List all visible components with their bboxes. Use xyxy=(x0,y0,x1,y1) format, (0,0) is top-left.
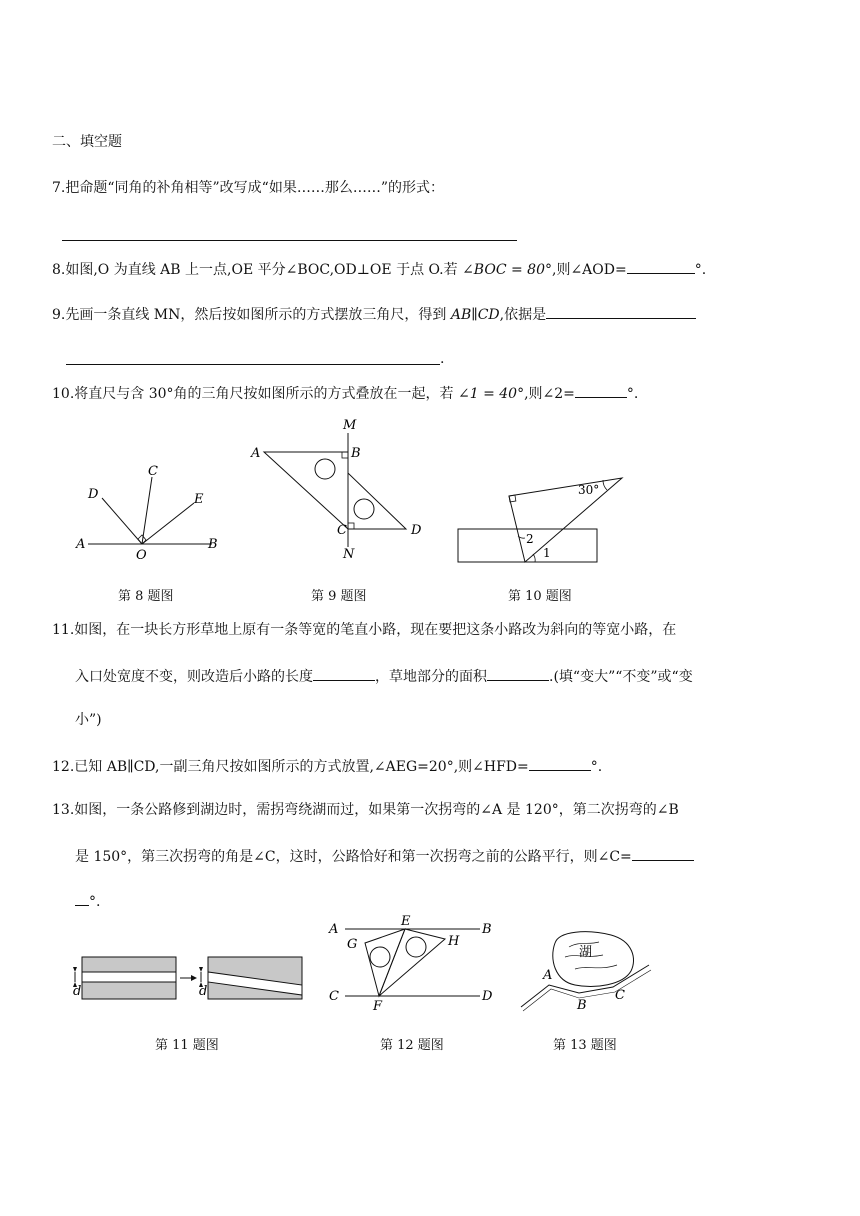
label-B: B xyxy=(351,446,361,461)
label-M: M xyxy=(343,418,357,433)
figure-11 xyxy=(68,950,308,1010)
label-D: D xyxy=(411,523,422,538)
right-angle-mark-c xyxy=(348,523,354,529)
answer-blank-13b[interactable] xyxy=(75,891,89,906)
label-D: D xyxy=(482,989,493,1004)
label-E: E xyxy=(194,492,204,507)
angle-30-arc xyxy=(603,480,607,490)
label-1: 1 xyxy=(543,546,551,560)
caption-12: 第 12 题图 xyxy=(380,1038,444,1053)
ray-oc xyxy=(142,477,152,544)
caption-11: 第 11 题图 xyxy=(155,1038,219,1053)
question-13-line-3 xyxy=(75,891,100,911)
label-N: N xyxy=(343,547,355,562)
caption-9: 第 9 题图 xyxy=(311,589,367,604)
triangle-right-hole xyxy=(406,937,426,957)
caption-8: 第 8 题图 xyxy=(118,589,174,604)
question-7-text: 7.把命题“同角的补角相等”改写成“如果……那么……”的形式： xyxy=(52,180,444,196)
ray-oe xyxy=(142,503,194,544)
question-11-c: .(填“变大”“不变”或“变 xyxy=(549,669,693,685)
question-10-mid: ,则∠2= xyxy=(524,386,575,402)
question-9-pre: 9.先画一条直线 MN，然后按如图所示的方式摆放三角尺，得到 xyxy=(52,307,451,323)
answer-line-7[interactable] xyxy=(62,240,517,241)
label-C: C xyxy=(329,989,339,1004)
set-square-30 xyxy=(509,478,622,562)
question-11-line-2 xyxy=(75,666,693,686)
question-11-line-1: 11.如图，在一块长方形草地上原有一条等宽的笔直小路，现在要把这条小路改为斜向的等宽小路，在 xyxy=(52,622,677,638)
ray-od xyxy=(102,498,142,544)
label-C: C xyxy=(615,988,625,1003)
question-12-pre: 12.已知 AB∥CD,一副三角尺按如图所示的方式放置,∠AEG=20°,则∠HFD= xyxy=(52,759,529,775)
figure-12 xyxy=(325,912,500,1017)
label-A: A xyxy=(251,446,261,461)
question-9-post: . xyxy=(440,351,445,367)
label-B: B xyxy=(208,537,218,552)
label-H: H xyxy=(448,934,460,949)
question-9-math: AB∥CD xyxy=(450,307,500,323)
caption-13: 第 13 题图 xyxy=(553,1038,617,1053)
label-d-2: d xyxy=(199,984,208,999)
right-angle-mark-b xyxy=(342,452,348,458)
caption-10: 第 10 题图 xyxy=(508,589,572,604)
question-10 xyxy=(52,383,638,403)
question-10-post: °. xyxy=(626,386,639,402)
label-A: A xyxy=(543,968,553,983)
answer-blank-10[interactable] xyxy=(575,383,627,398)
label-30: 30° xyxy=(578,483,600,497)
triangle-upper xyxy=(264,452,348,529)
figure-13 xyxy=(515,925,655,1015)
question-12-post: °. xyxy=(590,759,603,775)
answer-blank-9a[interactable] xyxy=(546,304,696,319)
triangle-lower-hole xyxy=(354,499,374,519)
question-13-line-2 xyxy=(75,846,694,866)
label-E: E xyxy=(401,914,411,929)
answer-blank-12[interactable] xyxy=(529,756,591,771)
question-8 xyxy=(52,259,706,279)
figure-9 xyxy=(248,415,438,565)
label-C: C xyxy=(148,464,158,479)
section-title: 二、填空题 xyxy=(52,134,122,150)
label-F: F xyxy=(373,999,383,1014)
answer-blank-11b[interactable] xyxy=(487,666,549,681)
arrow-1a xyxy=(73,967,77,972)
figure-8 xyxy=(70,455,230,565)
lake-label: 湖 xyxy=(579,945,593,960)
answer-line-9b[interactable] xyxy=(66,364,440,365)
question-8-mid: ,则∠AOD= xyxy=(552,262,627,278)
label-O: O xyxy=(136,548,147,563)
triangle-lower xyxy=(348,473,406,529)
label-D: D xyxy=(88,487,99,502)
question-8-math: ∠BOC = 80° xyxy=(462,262,552,278)
label-A: A xyxy=(76,537,86,552)
answer-blank-13a[interactable] xyxy=(632,846,694,861)
figure-10 xyxy=(455,470,605,570)
question-13-text: 是 150°，第三次拐弯的角是∠C，这时，公路恰好和第一次拐弯之前的公路平行，则∠C= xyxy=(75,849,632,865)
triangle-upper-hole xyxy=(315,459,335,479)
question-10-pre: 10.将直尺与含 30°角的三角尺按如图所示的方式叠放在一起，若 xyxy=(52,386,458,402)
triangle-left-hole xyxy=(370,947,390,967)
question-11-line-3: 小”) xyxy=(75,712,102,728)
label-G: G xyxy=(347,937,358,952)
question-10-math: ∠1 = 40° xyxy=(457,386,525,402)
triangle-left xyxy=(365,929,405,996)
label-d-1: d xyxy=(73,984,82,999)
label-2: 2 xyxy=(526,532,534,546)
question-9-mid: ,依据是 xyxy=(499,307,547,323)
lake-outline xyxy=(553,932,634,987)
answer-blank-11a[interactable] xyxy=(313,666,375,681)
path-straight xyxy=(82,972,176,982)
label-B: B xyxy=(482,922,492,937)
question-8-pre: 8.如图,O 为直线 AB 上一点,OE 平分∠BOC,OD⊥OE 于点 O.若 xyxy=(52,262,463,278)
label-C: C xyxy=(337,523,347,538)
label-A: A xyxy=(329,922,339,937)
question-11-a: 入口处宽度不变，则改造后小路的长度 xyxy=(75,669,313,685)
question-12 xyxy=(52,756,602,776)
question-7 xyxy=(52,179,444,197)
answer-blank-8[interactable] xyxy=(627,259,695,274)
question-11-b: ，草地部分的面积 xyxy=(375,669,487,685)
question-13-line-1: 13.如图，一条公路修到湖边时，需拐弯绕湖而过，如果第一次拐弯的∠A 是 120°，第二次拐弯的∠B xyxy=(52,802,679,818)
question-13-post: °. xyxy=(89,894,101,910)
transform-arrowhead xyxy=(191,975,197,981)
label-B: B xyxy=(577,998,587,1013)
question-8-post: °. xyxy=(694,262,707,278)
question-9 xyxy=(52,304,696,324)
arrow-2a xyxy=(199,967,203,972)
